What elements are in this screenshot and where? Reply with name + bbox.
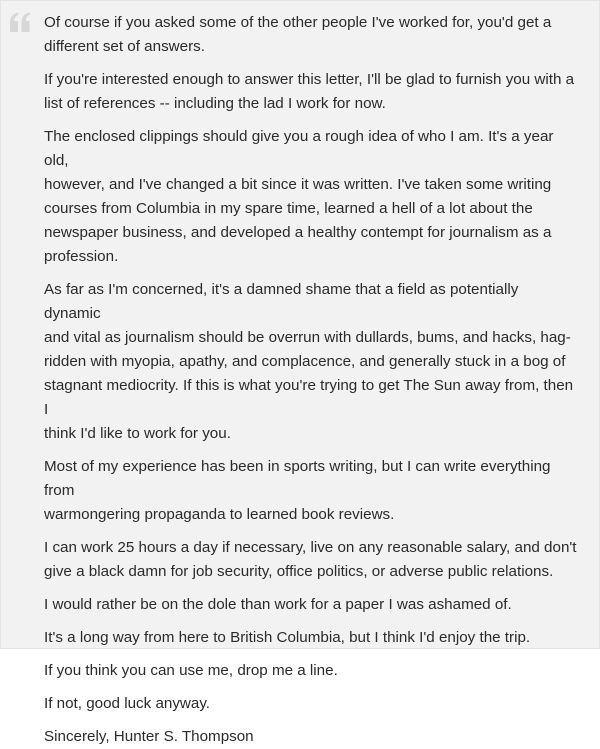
letter-paragraph: Of course if you asked some of the other people I've worked for, you'd get a different set of answers. xyxy=(44,14,552,55)
letter-paragraph: If you think you can use me, drop me a line. xyxy=(44,662,338,679)
letter-paragraph: As far as I'm concerned, it's a damned shame that a field as potentially dynamic and vital as journalism should be overrun with dullards, bums, and hacks, hag- ridden with myopia, apathy, and complacence, and generally stuck in a bog of stagnant mediocrity. If this is what you're trying to get The Sun away from, then I think I'd like to work for you. xyxy=(44,281,574,442)
open-quote-icon xyxy=(9,12,31,32)
letter-paragraph: If not, good luck anyway. xyxy=(44,695,211,712)
letter-paragraph: It's a long way from here to British Columbia, but I think I'd enjoy the trip. xyxy=(44,629,531,646)
letter-paragraph: I can work 25 hours a day if necessary, live on any reasonable salary, and don't give a black damn for job security, office politics, or adverse public relations. xyxy=(44,539,577,580)
letter-paragraph: I would rather be on the dole than work for a paper I was ashamed of. xyxy=(44,596,512,613)
letter-paragraph: Sincerely, Hunter S. Thompson xyxy=(44,728,254,745)
letter-paragraph: If you're interested enough to answer this letter, I'll be glad to furnish you with a list of references -- including the lad I work for now. xyxy=(44,71,575,112)
letter-paragraph: The enclosed clippings should give you a rough idea of who I am. It's a year old, however, and I've changed a bit since it was written. I've taken some writing courses from Columbia in my spare time, learned a hell of a lot about the newspaper business, and developed a healthy contempt for journalism as a profession. xyxy=(44,128,554,265)
letter-body xyxy=(44,11,577,749)
letter-paragraph: Most of my experience has been in sports writing, but I can write everything from warmongering propaganda to learned book reviews. xyxy=(44,458,551,523)
